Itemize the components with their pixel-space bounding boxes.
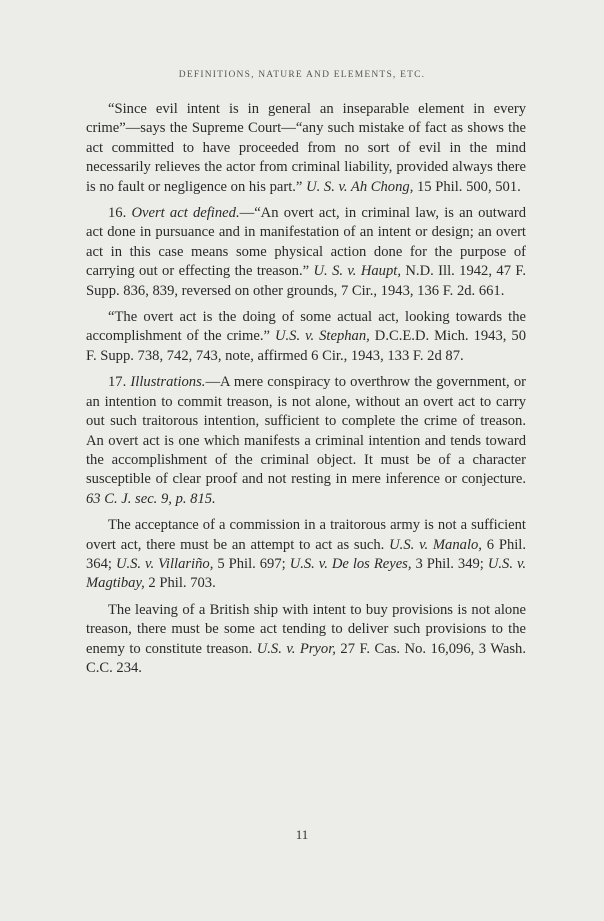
section-title: Illustrations. <box>130 374 206 391</box>
paragraph-text: D.C.E.D. Mich. 1943, 50 F. Supp. 738, 742, 743, note, affirmed 6 Cir., 1943, 133 F. 2d 87. <box>86 328 526 364</box>
paragraph-text: N.D. Ill. 1942, 47 F. Supp. 836, 839, reversed on other grounds, 7 Cir., 1943, 136 F. 2d. 661. <box>86 263 526 299</box>
case-citation: U. S. v. Ah Chong, <box>306 178 414 195</box>
paragraph-text: 15 Phil. 500, 501. <box>413 178 521 195</box>
case-citation: U.S. v. Pryor, <box>256 640 336 657</box>
case-citation: U. S. v. Haupt, <box>313 263 401 280</box>
section-number: 17. <box>108 374 127 391</box>
case-citation: U.S. v. Magtibay, <box>86 555 527 592</box>
paragraph-text: “The overt act is the doing of some actual act, looking towards the accomplishment of the crime.” <box>86 309 526 345</box>
paragraph-section-16 <box>86 204 526 301</box>
paragraph-text: 27 F. Cas. No. 16,096, 3 Wash. C.C. 234. <box>86 640 526 676</box>
section-number: 16. <box>108 205 127 222</box>
paragraph-text: 2 Phil. 703. <box>144 575 216 592</box>
paragraph-text: —A mere conspiracy to overthrow the government, or an intention to commit treason, is not alone, without an overt act to carry out such traitorous intention, sufficient to complete the crime of treason. An overt act is one which manifests a criminal intention and tends toward the accomplishment of the criminal object. It must be of a character susceptible of clear proof and not resting in mere inference or conjecture. <box>86 374 526 488</box>
paragraph-text: The leaving of a British ship with intent to buy provisions is not alone treason, there must be some act tending to deliver such provisions to the enemy to constitute treason. <box>86 601 526 657</box>
running-header: DEFINITIONS, NATURE AND ELEMENTS, ETC. <box>178 70 426 80</box>
paragraph-stephan <box>86 308 526 366</box>
case-citation: U.S. v. Manalo, <box>389 536 482 553</box>
paragraph-text: 3 Phil. 349; <box>411 555 488 572</box>
case-citation: U.S. v. De los Reyes, <box>289 555 412 572</box>
body-text <box>86 100 526 685</box>
paragraph-text: —“An overt act, in criminal law, is an outward act done in pursuance and in manifestation of an intent or design; an overt act in this case means some physical action done for the purpose of carrying out or effecting the treason.” <box>86 205 526 280</box>
paragraph-commission <box>86 516 526 594</box>
paragraph-text: 5 Phil. 697; <box>213 555 290 572</box>
paragraph-ah-chong <box>86 100 526 197</box>
paragraph-text: 6 Phil. 364; <box>86 536 527 572</box>
paragraph-text: The acceptance of a commission in a traitorous army is not a sufficient overt act, there must be an attempt to act as such. <box>86 517 526 553</box>
case-citation: U.S. v. Stephan, <box>274 328 370 345</box>
paragraph-text: “Since evil intent is in general an inseparable element in every crime”—says the Supreme Court—“any such mistake of fact as shows the act committed to have proceeded from no sort of evil in the mind necessarily relieves the actor from criminal liability, provided always there is no fault or negligence on his part.” <box>86 101 526 195</box>
case-citation: U.S. v. Villariño, <box>115 555 214 572</box>
cj-citation: 63 C. J. sec. 9, p. 815. <box>86 490 216 507</box>
paragraph-section-17 <box>86 373 526 509</box>
page-number: 11 <box>295 827 309 842</box>
paragraph-pryor <box>86 601 526 679</box>
section-title: Overt act defined. <box>131 205 240 222</box>
